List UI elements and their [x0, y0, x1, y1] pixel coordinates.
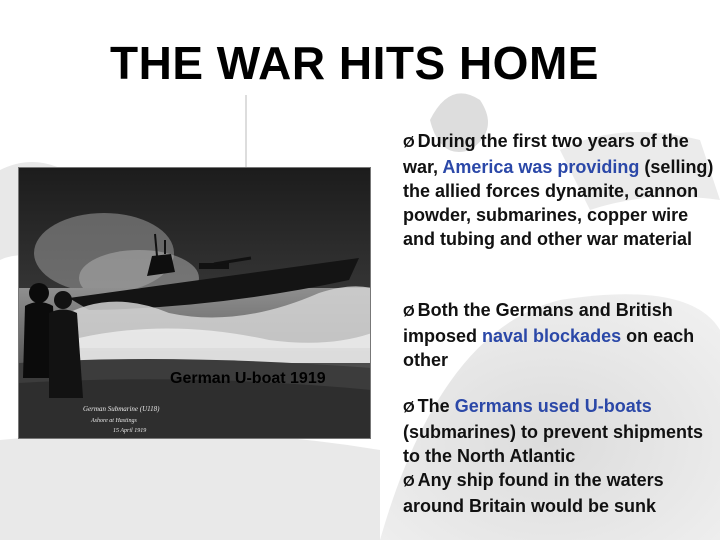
- photo-inscription-1: German Submarine (U118): [83, 405, 160, 413]
- bullet-2-highlight: naval blockades: [482, 326, 622, 346]
- photo-inscription-3: 15 April 1919: [113, 428, 147, 434]
- bullet-3-and-4: [403, 394, 715, 518]
- bullet-3-text-end: (submarines) to prevent shipments to the North Atlantic: [403, 422, 704, 466]
- arrow-bullet-icon: Ø: [403, 473, 415, 490]
- bullet-4: [403, 468, 715, 518]
- photo-inscription-2: Ashore at Hastings: [91, 418, 137, 424]
- bullet-2-text: Both the Germans and British imposed: [403, 300, 673, 346]
- bullet-1-text-end: (selling) the allied forces dynamite, cannon powder, submarines, copper wire and tubing and other war material: [403, 157, 714, 249]
- photo-caption: German U-boat 1919: [170, 370, 326, 387]
- arrow-bullet-icon: Ø: [403, 134, 415, 151]
- arrow-bullet-icon: Ø: [403, 399, 415, 416]
- bullet-2: [403, 298, 715, 372]
- bullet-2-text-end: on each other: [403, 326, 695, 370]
- arrow-bullet-icon: Ø: [403, 303, 415, 320]
- bullet-3-highlight: Germans used U-boats: [454, 396, 652, 416]
- uboat-photo: [18, 167, 371, 439]
- bullet-1-highlight: America was providing: [442, 157, 640, 177]
- bullet-3: [403, 394, 715, 468]
- slide-title: THE WAR HITS HOME: [110, 37, 599, 89]
- bullet-4-text: Any ship found in the waters around Britain would be sunk: [403, 470, 664, 516]
- bullet-1: [403, 129, 715, 251]
- bullet-1-text: During the first two years of the war,: [403, 131, 689, 177]
- bullet-3-text: The: [417, 396, 455, 416]
